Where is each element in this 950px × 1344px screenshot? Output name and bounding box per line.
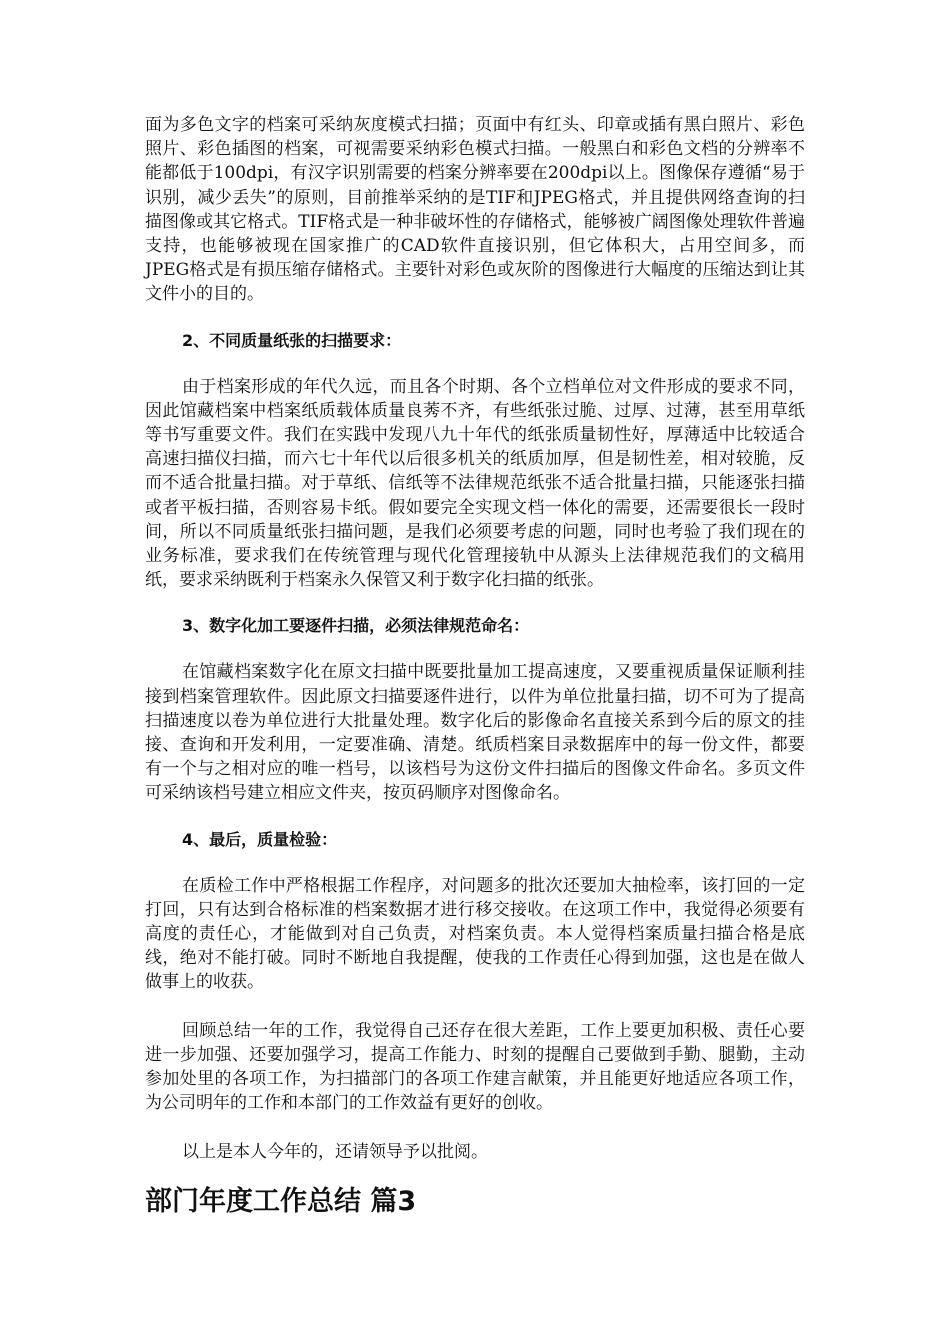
review-paragraph: 回顾总结一年的工作，我觉得自己还存在很大差距，工作上要更加积极、责任心要进一步加强、还要加强学习，提高工作能力、时刻的提醒自己要做到手勤、腿勤，主动参加处里的各项工作，为扫描部门的各项工作建言献策，并且能更好地适应各项工作，为公司明年的工作和本部门的工作效益有更好的创收。 (145, 1020, 805, 1114)
section-4-paragraph: 在质检工作中严格根据工作程序，对问题多的批次还要加大抽检率，该打回的一定打回，只有达到合格标准的档案数据才进行移交接收。在这项工作中，我觉得必须要有高度的责任心，才能做到对自己负责，对档案负责。本人觉得档案质量扫描合格是底线，绝对不能打破。同时不断地自我提醒，使我的工作责任心得到加强，这也是在做人做事上的收获。 (145, 875, 805, 993)
closing-paragraph: 以上是本人今年的，还请领导予以批阅。 (182, 1141, 488, 1162)
intro-paragraph: 面为多色文字的档案可采纳灰度模式扫描；页面中有红头、印章或插有黑白照片、彩色照片、彩色插图的档案，可视需要采纳彩色模式扫描。一般黑白和彩色文档的分辨率不能都低于100dpi，有汉字识别需要的档案分辨率要在200dpi以上。图像保存遵循“易于识别，减少丢失”的原则，目前推举采纳的是TIF和JPEG格式，并且提供网络查询的扫描图像或其它格式。TIF格式是一种非破坏性的存储格式，能够被广阔图像处理软件普遍支持，也能够被现在国家推广的CAD软件直接识别，但它体积大，占用空间多，而JPEG格式是有损压缩存储格式。主要针对彩色或灰阶的图像进行大幅度的压缩达到让其文件小的目的。 (145, 115, 805, 305)
document-page (145, 113, 805, 1220)
section-title: 部门年度工作总结 篇3 (145, 1185, 417, 1217)
section-3-paragraph: 在馆藏档案数字化在原文扫描中既要批量加工提高速度，又要重视质量保证顺利挂接到档案管理软件。因此原文扫描要逐件进行，以件为单位批量扫描，切不可为了提高扫描速度以卷为单位进行大批量处理。数字化后的影像命名直接关系到今后的原文的挂接、查询和开发利用，一定要准确、清楚。纸质档案目录数据库中的每一份文件，都要有一个与之相对应的唯一档号，以该档号为这份文件扫描后的图像文件命名。多页文件可采纳该档号建立相应文件夹，按页码顺序对图像命名。 (145, 662, 805, 804)
section-2-heading: 2、不同质量纸张的扫描要求： (182, 330, 402, 350)
section-3-heading: 3、数字化加工要逐件扫描，必须法律规范命名： (182, 616, 530, 636)
section-2-paragraph: 由于档案形成的年代久远，而且各个时期、各个立档单位对文件形成的要求不同，因此馆藏档案中档案纸质载体质量良莠不齐，有些纸张过脆、过厚、过薄，甚至用草纸等书写重要文件。我们在实践中发现八九十年代的纸张质量韧性好，厚薄适中比较适合高速扫描仪扫描，而六七十年代以后很多机关的纸质加厚，但是韧性差，相对较脆，反而不适合批量扫描。对于草纸、信纸等不法律规范纸张不适合批量扫描，只能逐张扫描或者平板扫描，否则容易卡纸。假如要完全实现文档一体化的需要，还需要很长一段时间，所以不同质量纸张扫描问题，是我们必须要考虑的问题，同时也考验了我们现在的业务标准，要求我们在传统管理与现代化管理接轨中从源头上法律规范我们的文稿用纸，要求采纳既利于档案永久保管又利于数字化扫描的纸张。 (145, 376, 805, 591)
section-4-heading: 4、最后，质量检验： (182, 829, 338, 849)
